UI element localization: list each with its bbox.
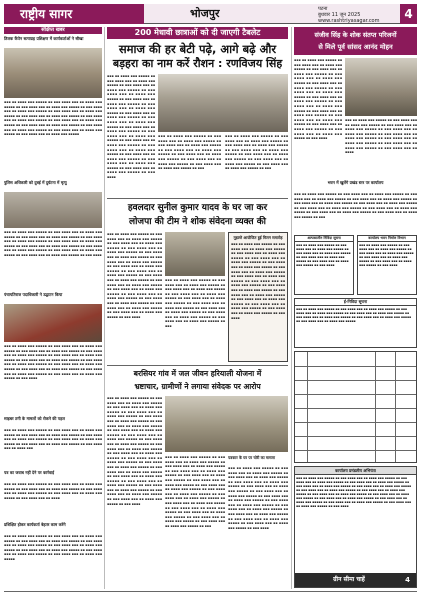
- paper-name: राष्ट्रीय सागर: [20, 7, 73, 21]
- ad-footer-text: ग्रीन सीमा चाहें: [333, 576, 365, 583]
- main-photo: [158, 74, 288, 132]
- table-colrule: [375, 352, 376, 463]
- page-number: 4: [400, 4, 417, 24]
- story3-headline-line2: भ्रष्टाचार, ग्रामीणों ने लगाया संवेदक पर आरोप: [134, 382, 261, 391]
- notice3-title: ई-निविदा सूचना: [295, 299, 416, 306]
- left-story6-headline: प्रशिक्षित होकर कार्यकर्ता बेहतर काम करेंगे: [4, 522, 66, 527]
- tender-table-box: [294, 351, 417, 463]
- story2-photo: [165, 232, 225, 276]
- left-story5-body: ▪▪▪ ▪▪ ▪▪▪▪ ▪▪▪ ▪▪▪▪▪ ▪▪ ▪▪▪ ▪▪▪▪ ▪▪▪ ▪▪ ▪▪▪▪ ▪▪▪ ▪▪▪▪▪ ▪▪ ▪▪▪ ▪▪▪▪ ▪▪▪ ▪▪ ▪▪▪▪ ▪▪▪ ▪▪▪▪▪ ▪▪ ▪▪▪ ▪▪▪▪ ▪▪▪ ▪▪ ▪▪▪▪ ▪▪▪ ▪▪▪▪▪ ▪▪ ▪▪▪ ▪▪▪▪ ▪▪▪ ▪▪ ▪▪▪▪ ▪▪▪ ▪▪▪▪▪ ▪▪ ▪▪▪ ▪▪▪▪ ▪▪▪ ▪▪ ▪▪▪▪: [4, 482, 102, 500]
- notice-box-2: [357, 235, 417, 295]
- notice3-body: ▪▪▪ ▪▪ ▪▪▪▪ ▪▪▪ ▪▪▪▪▪ ▪▪ ▪▪▪ ▪▪▪▪ ▪▪▪ ▪▪ ▪▪▪▪ ▪▪▪ ▪▪▪▪▪ ▪▪ ▪▪▪ ▪▪▪▪ ▪▪▪ ▪▪ ▪▪▪▪ ▪▪▪ ▪▪▪▪▪ ▪▪ ▪▪▪ ▪▪▪▪ ▪▪▪ ▪▪ ▪▪▪▪ ▪▪▪ ▪▪▪▪▪ ▪▪ ▪▪▪ ▪▪▪▪ ▪▪▪ ▪▪ ▪▪▪▪ ▪▪▪ ▪▪▪▪▪ ▪▪ ▪▪▪ ▪▪▪▪ ▪▪▪ ▪▪ ▪▪▪▪ ▪▪▪ ▪▪▪▪▪ ▪▪ ▪▪▪ ▪▪▪▪ ▪▪▪ ▪▪ ▪▪▪▪ ▪▪▪ ▪▪▪▪▪: [296, 307, 412, 323]
- notice2-title: कार्यालय भवन निर्माण विभाग: [358, 236, 416, 242]
- left-photo-1: [4, 48, 102, 98]
- main-headline-line2: बड़हरा का नाम करें रौशन : रणविजय सिंह: [112, 57, 283, 70]
- bottom-rule: [4, 591, 417, 592]
- bottom-ad: [294, 466, 417, 588]
- date-city: पटना: [318, 6, 328, 12]
- left-story2-body: ▪▪▪ ▪▪ ▪▪▪▪ ▪▪▪ ▪▪▪▪▪ ▪▪ ▪▪▪ ▪▪▪▪ ▪▪▪ ▪▪ ▪▪▪▪ ▪▪▪ ▪▪▪▪▪ ▪▪ ▪▪▪ ▪▪▪▪ ▪▪▪ ▪▪ ▪▪▪▪ ▪▪▪ ▪▪▪▪▪ ▪▪ ▪▪▪ ▪▪▪▪ ▪▪▪ ▪▪ ▪▪▪▪ ▪▪▪ ▪▪▪▪▪ ▪▪ ▪▪▪ ▪▪▪▪ ▪▪▪ ▪▪ ▪▪▪▪ ▪▪▪ ▪▪▪▪▪ ▪▪ ▪▪▪ ▪▪▪▪ ▪▪▪ ▪▪ ▪▪▪▪ ▪▪▪ ▪▪▪▪▪ ▪▪ ▪▪▪ ▪▪▪▪ ▪▪▪ ▪▪ ▪▪▪▪ ▪▪▪ ▪▪▪▪▪ ▪▪ ▪▪▪ ▪▪▪▪ ▪▪▪ ▪▪ ▪▪▪▪ ▪▪▪ ▪▪▪▪▪ ▪▪ ▪▪▪ ▪▪▪▪ ▪▪▪ ▪▪ ▪▪▪▪ ▪▪▪ ▪▪▪▪▪ ▪▪ ▪▪▪ ▪▪▪▪: [4, 230, 102, 257]
- table-colrule: [395, 352, 396, 463]
- center-side-box: [228, 232, 288, 362]
- right-headline-line1: संजीव सिंह के शोक संतप्त परिजनों: [314, 31, 397, 39]
- left-story1-body: ▪▪▪ ▪▪ ▪▪▪▪ ▪▪▪ ▪▪▪▪▪ ▪▪ ▪▪▪ ▪▪▪▪ ▪▪▪ ▪▪ ▪▪▪▪ ▪▪▪ ▪▪▪▪▪ ▪▪ ▪▪▪ ▪▪▪▪ ▪▪▪ ▪▪ ▪▪▪▪ ▪▪▪ ▪▪▪▪▪ ▪▪ ▪▪▪ ▪▪▪▪ ▪▪▪ ▪▪ ▪▪▪▪ ▪▪▪ ▪▪▪▪▪ ▪▪ ▪▪▪ ▪▪▪▪ ▪▪▪ ▪▪ ▪▪▪▪ ▪▪▪ ▪▪▪▪▪ ▪▪ ▪▪▪ ▪▪▪▪ ▪▪▪ ▪▪ ▪▪▪▪ ▪▪▪ ▪▪▪▪▪ ▪▪ ▪▪▪ ▪▪▪▪ ▪▪▪ ▪▪ ▪▪▪▪ ▪▪▪ ▪▪▪▪▪ ▪▪ ▪▪▪ ▪▪▪▪ ▪▪▪ ▪▪ ▪▪▪▪ ▪▪▪ ▪▪▪▪▪ ▪▪ ▪▪▪ ▪▪▪▪ ▪▪▪ ▪▪ ▪▪▪▪ ▪▪▪ ▪▪▪▪▪ ▪▪ ▪▪▪ ▪▪▪▪ ▪▪▪ ▪▪ ▪▪▪▪ ▪▪▪ ▪▪▪▪▪ ▪▪ ▪▪▪ ▪▪▪▪ ▪▪▪ ▪▪ ▪▪▪▪ ▪▪▪ ▪▪▪▪▪ ▪▪ ▪▪▪ ▪▪▪▪ ▪▪▪ ▪▪ ▪▪▪▪ ▪▪▪ ▪▪▪▪▪: [4, 100, 102, 137]
- top-banner: 200 मेधावी छात्राओं को दी जाएगी टैबलेट: [107, 27, 288, 39]
- date-line: [318, 6, 380, 24]
- center-rule-1: [107, 198, 288, 199]
- site-url: www.rashtriyasagar.com: [318, 18, 380, 24]
- table-rule: [295, 380, 417, 381]
- right-story-body-col1: ▪▪▪ ▪▪ ▪▪▪▪ ▪▪▪ ▪▪▪▪▪ ▪▪ ▪▪▪ ▪▪▪▪ ▪▪▪ ▪▪ ▪▪▪▪ ▪▪▪ ▪▪▪▪▪ ▪▪ ▪▪▪ ▪▪▪▪ ▪▪▪ ▪▪ ▪▪▪▪ ▪▪▪ ▪▪▪▪▪ ▪▪ ▪▪▪ ▪▪▪▪ ▪▪▪ ▪▪ ▪▪▪▪ ▪▪▪ ▪▪▪▪▪ ▪▪ ▪▪▪ ▪▪▪▪ ▪▪▪ ▪▪ ▪▪▪▪ ▪▪▪ ▪▪▪▪▪ ▪▪ ▪▪▪ ▪▪▪▪ ▪▪▪ ▪▪ ▪▪▪▪ ▪▪▪ ▪▪▪▪▪ ▪▪ ▪▪▪ ▪▪▪▪ ▪▪▪ ▪▪ ▪▪▪▪ ▪▪▪ ▪▪▪▪▪ ▪▪ ▪▪▪ ▪▪▪▪ ▪▪▪ ▪▪ ▪▪▪▪ ▪▪▪ ▪▪▪▪▪ ▪▪ ▪▪▪ ▪▪▪▪ ▪▪▪ ▪▪ ▪▪▪▪ ▪▪▪ ▪▪▪▪▪ ▪▪ ▪▪▪ ▪▪▪▪ ▪▪▪ ▪▪ ▪▪▪▪ ▪▪▪ ▪▪▪▪▪ ▪▪ ▪▪▪ ▪▪▪▪ ▪▪▪ ▪▪ ▪▪▪▪ ▪▪▪ ▪▪▪▪▪ ▪▪ ▪▪▪ ▪▪▪▪ ▪▪▪ ▪▪ ▪▪▪▪ ▪▪▪ ▪▪▪▪▪ ▪▪ ▪▪▪ ▪▪▪▪: [294, 58, 342, 141]
- center-rule-2: [107, 365, 288, 366]
- left-photo-2: [4, 192, 102, 228]
- box-headline: मुहल्ले आयोजित हुई मिलन समारोह: [233, 235, 283, 240]
- left-story2-headline: पुलिस अधिकारी को दुबई में दुर्घटना में मृत्यु: [4, 180, 67, 185]
- right-headline-line2: से मिले पूर्व सांसद आनंद मोहन: [318, 43, 393, 51]
- left-story3-body: ▪▪▪ ▪▪ ▪▪▪▪ ▪▪▪ ▪▪▪▪▪ ▪▪ ▪▪▪ ▪▪▪▪ ▪▪▪ ▪▪ ▪▪▪▪ ▪▪▪ ▪▪▪▪▪ ▪▪ ▪▪▪ ▪▪▪▪ ▪▪▪ ▪▪ ▪▪▪▪ ▪▪▪ ▪▪▪▪▪ ▪▪ ▪▪▪ ▪▪▪▪ ▪▪▪ ▪▪ ▪▪▪▪ ▪▪▪ ▪▪▪▪▪ ▪▪ ▪▪▪ ▪▪▪▪ ▪▪▪ ▪▪ ▪▪▪▪ ▪▪▪ ▪▪▪▪▪ ▪▪ ▪▪▪ ▪▪▪▪ ▪▪▪ ▪▪ ▪▪▪▪ ▪▪▪ ▪▪▪▪▪ ▪▪ ▪▪▪ ▪▪▪▪ ▪▪▪ ▪▪ ▪▪▪▪ ▪▪▪ ▪▪▪▪▪ ▪▪ ▪▪▪ ▪▪▪▪ ▪▪▪ ▪▪ ▪▪▪▪ ▪▪▪ ▪▪▪▪▪ ▪▪ ▪▪▪ ▪▪▪▪ ▪▪▪ ▪▪ ▪▪▪▪ ▪▪▪ ▪▪▪▪▪ ▪▪ ▪▪▪ ▪▪▪▪ ▪▪▪ ▪▪ ▪▪▪▪ ▪▪▪ ▪▪▪▪▪ ▪▪ ▪▪▪ ▪▪▪▪ ▪▪▪ ▪▪ ▪▪▪▪ ▪▪▪ ▪▪▪▪▪ ▪▪ ▪▪▪ ▪▪▪▪: [4, 344, 102, 381]
- ad-footer-page: 4: [405, 576, 410, 584]
- table-rule: [295, 436, 417, 437]
- table-rule: [295, 450, 417, 451]
- right-photo: [345, 58, 417, 116]
- left-story4-body: ▪▪▪ ▪▪ ▪▪▪▪ ▪▪▪ ▪▪▪▪▪ ▪▪ ▪▪▪ ▪▪▪▪ ▪▪▪ ▪▪ ▪▪▪▪ ▪▪▪ ▪▪▪▪▪ ▪▪ ▪▪▪ ▪▪▪▪ ▪▪▪ ▪▪ ▪▪▪▪ ▪▪▪ ▪▪▪▪▪ ▪▪ ▪▪▪ ▪▪▪▪ ▪▪▪ ▪▪ ▪▪▪▪ ▪▪▪ ▪▪▪▪▪ ▪▪ ▪▪▪ ▪▪▪▪ ▪▪▪ ▪▪ ▪▪▪▪ ▪▪▪ ▪▪▪▪▪ ▪▪ ▪▪▪ ▪▪▪▪ ▪▪▪ ▪▪ ▪▪▪▪ ▪▪▪ ▪▪▪▪▪ ▪▪ ▪▪▪ ▪▪▪▪ ▪▪▪ ▪▪ ▪▪▪▪ ▪▪▪: [4, 428, 102, 451]
- main-headline-line1: समाज की हर बेटी पढ़े, आगे बढ़े और: [118, 42, 277, 56]
- left-story5-headline: पत्र का जवाब नहीं देने पर कार्रवाई: [4, 470, 55, 475]
- edition-name: भोजपुर: [190, 7, 220, 20]
- story3-body-col3: ▪▪▪ ▪▪ ▪▪▪▪ ▪▪▪ ▪▪▪▪▪ ▪▪ ▪▪▪ ▪▪▪▪ ▪▪▪ ▪▪ ▪▪▪▪ ▪▪▪ ▪▪▪▪▪ ▪▪ ▪▪▪ ▪▪▪▪ ▪▪▪ ▪▪ ▪▪▪▪ ▪▪▪ ▪▪▪▪▪ ▪▪ ▪▪▪ ▪▪▪▪ ▪▪▪ ▪▪ ▪▪▪▪ ▪▪▪ ▪▪▪▪▪ ▪▪ ▪▪▪ ▪▪▪▪ ▪▪▪ ▪▪ ▪▪▪▪ ▪▪▪ ▪▪▪▪▪ ▪▪ ▪▪▪ ▪▪▪▪ ▪▪▪ ▪▪ ▪▪▪▪ ▪▪▪ ▪▪▪▪▪ ▪▪ ▪▪▪ ▪▪▪▪ ▪▪▪ ▪▪ ▪▪▪▪ ▪▪▪ ▪▪▪▪▪ ▪▪ ▪▪▪ ▪▪▪▪ ▪▪▪ ▪▪ ▪▪▪▪ ▪▪▪ ▪▪▪▪▪ ▪▪ ▪▪▪ ▪▪▪▪ ▪▪▪ ▪▪ ▪▪▪▪ ▪▪▪ ▪▪▪▪▪ ▪▪ ▪▪▪ ▪▪▪▪ ▪▪▪ ▪▪ ▪▪▪▪ ▪▪▪ ▪▪▪▪▪ ▪▪ ▪▪▪ ▪▪▪▪ ▪▪▪ ▪▪ ▪▪▪▪ ▪▪▪ ▪▪▪▪▪ ▪▪ ▪▪▪ ▪▪▪▪ ▪▪▪ ▪▪ ▪▪▪▪ ▪▪▪ ▪▪▪▪▪ ▪▪ ▪▪▪ ▪▪▪▪: [228, 466, 288, 530]
- section-label: संक्षिप्त खबर: [4, 27, 102, 34]
- column-divider-right: [291, 27, 292, 589]
- notice-box-1: [294, 235, 354, 295]
- notice2-body: ▪▪▪ ▪▪ ▪▪▪▪ ▪▪▪ ▪▪▪▪▪ ▪▪ ▪▪▪ ▪▪▪▪ ▪▪▪ ▪▪ ▪▪▪▪ ▪▪▪ ▪▪▪▪▪ ▪▪ ▪▪▪ ▪▪▪▪ ▪▪▪ ▪▪ ▪▪▪▪ ▪▪▪ ▪▪▪▪▪ ▪▪ ▪▪▪ ▪▪▪▪ ▪▪▪ ▪▪ ▪▪▪▪ ▪▪▪ ▪▪▪▪▪ ▪▪ ▪▪▪ ▪▪▪▪ ▪▪▪ ▪▪ ▪▪▪▪ ▪▪▪ ▪▪▪▪▪ ▪▪ ▪▪▪ ▪▪▪▪: [359, 243, 414, 267]
- story2-headline-line2: लोजपा की टीम ने शोक संवेदना व्यक्त की: [128, 217, 267, 227]
- main-story-body-col3: ▪▪▪ ▪▪ ▪▪▪▪ ▪▪▪ ▪▪▪▪▪ ▪▪ ▪▪▪ ▪▪▪▪ ▪▪▪ ▪▪ ▪▪▪▪ ▪▪▪ ▪▪▪▪▪ ▪▪ ▪▪▪ ▪▪▪▪ ▪▪▪ ▪▪ ▪▪▪▪ ▪▪▪ ▪▪▪▪▪ ▪▪ ▪▪▪ ▪▪▪▪ ▪▪▪ ▪▪ ▪▪▪▪ ▪▪▪ ▪▪▪▪▪ ▪▪ ▪▪▪ ▪▪▪▪ ▪▪▪ ▪▪ ▪▪▪▪ ▪▪▪ ▪▪▪▪▪ ▪▪ ▪▪▪ ▪▪▪▪ ▪▪▪ ▪▪ ▪▪▪▪ ▪▪▪ ▪▪▪▪▪ ▪▪ ▪▪▪ ▪▪▪▪ ▪▪▪ ▪▪ ▪▪▪▪ ▪▪▪ ▪▪▪▪▪ ▪▪ ▪▪▪: [225, 134, 288, 171]
- left-story4-headline: साइबर ठगी के मामलों को रोकने की पहल: [4, 416, 65, 421]
- right-story2-headline: भवन में खुलेंगे प्रखंड स्तर पर कार्यालय: [327, 180, 384, 185]
- story3-photo: [165, 396, 288, 452]
- main-story-body-col2: ▪▪▪ ▪▪ ▪▪▪▪ ▪▪▪ ▪▪▪▪▪ ▪▪ ▪▪▪ ▪▪▪▪ ▪▪▪ ▪▪ ▪▪▪▪ ▪▪▪ ▪▪▪▪▪ ▪▪ ▪▪▪ ▪▪▪▪ ▪▪▪ ▪▪ ▪▪▪▪ ▪▪▪ ▪▪▪▪▪ ▪▪ ▪▪▪ ▪▪▪▪ ▪▪▪ ▪▪ ▪▪▪▪ ▪▪▪ ▪▪▪▪▪ ▪▪ ▪▪▪ ▪▪▪▪ ▪▪▪ ▪▪ ▪▪▪▪ ▪▪▪ ▪▪▪▪▪ ▪▪ ▪▪▪ ▪▪▪▪ ▪▪▪ ▪▪ ▪▪▪▪ ▪▪▪ ▪▪▪▪▪ ▪▪ ▪▪▪ ▪▪▪▪ ▪▪▪ ▪▪ ▪▪▪▪ ▪▪▪ ▪▪▪▪▪ ▪▪ ▪▪▪: [158, 134, 221, 171]
- column-divider-left: [104, 27, 105, 589]
- notice-box-3: [294, 298, 417, 348]
- story3-headline-line1: बरसियर गांव में जल जीवन हरियाली योजना में: [133, 369, 262, 378]
- left-story3-headline: पंचायतिराज पदाधिकारी ने उद्घाटन किया: [4, 292, 63, 297]
- story3-body-col1: ▪▪▪ ▪▪ ▪▪▪▪ ▪▪▪ ▪▪▪▪▪ ▪▪ ▪▪▪ ▪▪▪▪ ▪▪▪ ▪▪ ▪▪▪▪ ▪▪▪ ▪▪▪▪▪ ▪▪ ▪▪▪ ▪▪▪▪ ▪▪▪ ▪▪ ▪▪▪▪ ▪▪▪ ▪▪▪▪▪ ▪▪ ▪▪▪ ▪▪▪▪ ▪▪▪ ▪▪ ▪▪▪▪ ▪▪▪ ▪▪▪▪▪ ▪▪ ▪▪▪ ▪▪▪▪ ▪▪▪ ▪▪ ▪▪▪▪ ▪▪▪ ▪▪▪▪▪ ▪▪ ▪▪▪ ▪▪▪▪ ▪▪▪ ▪▪ ▪▪▪▪ ▪▪▪ ▪▪▪▪▪ ▪▪ ▪▪▪ ▪▪▪▪ ▪▪▪ ▪▪ ▪▪▪▪ ▪▪▪ ▪▪▪▪▪ ▪▪ ▪▪▪ ▪▪▪▪ ▪▪▪ ▪▪ ▪▪▪▪ ▪▪▪ ▪▪▪▪▪ ▪▪ ▪▪▪ ▪▪▪▪ ▪▪▪ ▪▪ ▪▪▪▪ ▪▪▪ ▪▪▪▪▪ ▪▪ ▪▪▪ ▪▪▪▪ ▪▪▪ ▪▪ ▪▪▪▪ ▪▪▪ ▪▪▪▪▪ ▪▪ ▪▪▪ ▪▪▪▪ ▪▪▪ ▪▪ ▪▪▪▪ ▪▪▪ ▪▪▪▪▪ ▪▪ ▪▪▪ ▪▪▪▪ ▪▪▪ ▪▪ ▪▪▪▪ ▪▪▪ ▪▪▪▪▪ ▪▪ ▪▪▪ ▪▪▪▪ ▪▪▪ ▪▪ ▪▪▪▪ ▪▪▪ ▪▪▪▪▪ ▪▪ ▪▪▪ ▪▪▪▪ ▪▪▪ ▪▪ ▪▪▪▪ ▪▪▪ ▪▪▪▪▪ ▪▪ ▪▪▪ ▪▪▪▪ ▪▪▪ ▪▪ ▪▪▪▪ ▪▪▪ ▪▪▪▪▪ ▪▪ ▪▪▪ ▪▪▪▪ ▪▪▪ ▪▪ ▪▪▪▪ ▪▪▪ ▪▪▪▪▪ ▪▪ ▪▪▪ ▪▪▪▪ ▪▪▪ ▪▪ ▪▪▪▪ ▪▪▪ ▪▪▪▪▪ ▪▪ ▪▪▪ ▪▪▪▪ ▪▪▪ ▪▪ ▪▪▪▪ ▪▪▪ ▪▪▪▪▪ ▪▪ ▪▪▪ ▪▪▪▪ ▪▪▪ ▪▪ ▪▪▪▪ ▪▪▪ ▪▪▪▪▪ ▪▪ ▪▪▪ ▪▪▪▪: [107, 396, 162, 506]
- table-rule: [295, 422, 417, 423]
- table-rule: [295, 394, 417, 395]
- story2-body-col1: ▪▪▪ ▪▪ ▪▪▪▪ ▪▪▪ ▪▪▪▪▪ ▪▪ ▪▪▪ ▪▪▪▪ ▪▪▪ ▪▪ ▪▪▪▪ ▪▪▪ ▪▪▪▪▪ ▪▪ ▪▪▪ ▪▪▪▪ ▪▪▪ ▪▪ ▪▪▪▪ ▪▪▪ ▪▪▪▪▪ ▪▪ ▪▪▪ ▪▪▪▪ ▪▪▪ ▪▪ ▪▪▪▪ ▪▪▪ ▪▪▪▪▪ ▪▪ ▪▪▪ ▪▪▪▪ ▪▪▪ ▪▪ ▪▪▪▪ ▪▪▪ ▪▪▪▪▪ ▪▪ ▪▪▪ ▪▪▪▪ ▪▪▪ ▪▪ ▪▪▪▪ ▪▪▪ ▪▪▪▪▪ ▪▪ ▪▪▪ ▪▪▪▪ ▪▪▪ ▪▪ ▪▪▪▪ ▪▪▪ ▪▪▪▪▪ ▪▪ ▪▪▪ ▪▪▪▪ ▪▪▪ ▪▪ ▪▪▪▪ ▪▪▪ ▪▪▪▪▪ ▪▪ ▪▪▪ ▪▪▪▪ ▪▪▪ ▪▪ ▪▪▪▪ ▪▪▪ ▪▪▪▪▪ ▪▪ ▪▪▪ ▪▪▪▪ ▪▪▪ ▪▪ ▪▪▪▪ ▪▪▪ ▪▪▪▪▪ ▪▪ ▪▪▪ ▪▪▪▪ ▪▪▪ ▪▪ ▪▪▪▪ ▪▪▪ ▪▪▪▪▪ ▪▪ ▪▪▪ ▪▪▪▪ ▪▪▪ ▪▪ ▪▪▪▪ ▪▪▪ ▪▪▪▪▪ ▪▪ ▪▪▪ ▪▪▪▪ ▪▪▪ ▪▪ ▪▪▪▪ ▪▪▪ ▪▪▪▪▪ ▪▪ ▪▪▪ ▪▪▪▪ ▪▪▪ ▪▪ ▪▪▪▪ ▪▪▪ ▪▪▪▪▪ ▪▪ ▪▪▪ ▪▪▪▪ ▪▪▪ ▪▪ ▪▪▪▪ ▪▪▪ ▪▪▪▪▪ ▪▪ ▪▪▪ ▪▪▪▪: [107, 232, 162, 319]
- table-rule: [295, 408, 417, 409]
- story3-body-col2: ▪▪▪ ▪▪ ▪▪▪▪ ▪▪▪ ▪▪▪▪▪ ▪▪ ▪▪▪ ▪▪▪▪ ▪▪▪ ▪▪ ▪▪▪▪ ▪▪▪ ▪▪▪▪▪ ▪▪ ▪▪▪ ▪▪▪▪ ▪▪▪ ▪▪ ▪▪▪▪ ▪▪▪ ▪▪▪▪▪ ▪▪ ▪▪▪ ▪▪▪▪ ▪▪▪ ▪▪ ▪▪▪▪ ▪▪▪ ▪▪▪▪▪ ▪▪ ▪▪▪ ▪▪▪▪ ▪▪▪ ▪▪ ▪▪▪▪ ▪▪▪ ▪▪▪▪▪ ▪▪ ▪▪▪ ▪▪▪▪ ▪▪▪ ▪▪ ▪▪▪▪ ▪▪▪ ▪▪▪▪▪ ▪▪ ▪▪▪ ▪▪▪▪ ▪▪▪ ▪▪ ▪▪▪▪ ▪▪▪ ▪▪▪▪▪ ▪▪ ▪▪▪ ▪▪▪▪ ▪▪▪ ▪▪ ▪▪▪▪ ▪▪▪ ▪▪▪▪▪ ▪▪ ▪▪▪ ▪▪▪▪ ▪▪▪ ▪▪ ▪▪▪▪ ▪▪▪ ▪▪▪▪▪ ▪▪ ▪▪▪ ▪▪▪▪ ▪▪▪ ▪▪ ▪▪▪▪ ▪▪▪ ▪▪▪▪▪ ▪▪ ▪▪▪ ▪▪▪▪ ▪▪▪ ▪▪ ▪▪▪▪ ▪▪▪ ▪▪▪▪▪ ▪▪ ▪▪▪ ▪▪▪▪ ▪▪▪ ▪▪ ▪▪▪▪ ▪▪▪ ▪▪▪▪▪ ▪▪ ▪▪▪ ▪▪▪▪ ▪▪▪ ▪▪ ▪▪▪▪ ▪▪▪ ▪▪▪▪▪ ▪▪ ▪▪▪ ▪▪▪▪ ▪▪▪ ▪▪ ▪▪▪▪ ▪▪▪ ▪▪▪▪▪ ▪▪ ▪▪▪: [165, 455, 225, 528]
- notice1-body: ▪▪▪ ▪▪ ▪▪▪▪ ▪▪▪ ▪▪▪▪▪ ▪▪ ▪▪▪ ▪▪▪▪ ▪▪▪ ▪▪ ▪▪▪▪ ▪▪▪ ▪▪▪▪▪ ▪▪ ▪▪▪ ▪▪▪▪ ▪▪▪ ▪▪ ▪▪▪▪ ▪▪▪ ▪▪▪▪▪ ▪▪ ▪▪▪ ▪▪▪▪ ▪▪▪ ▪▪ ▪▪▪▪ ▪▪▪ ▪▪▪▪▪ ▪▪ ▪▪▪ ▪▪▪▪ ▪▪▪ ▪▪ ▪▪▪▪ ▪▪▪ ▪▪▪▪▪ ▪▪ ▪▪▪ ▪▪▪▪: [296, 243, 351, 267]
- box2-headline: पत्रकार के घर पर चोरी का मामला: [228, 455, 275, 460]
- table-rule: [295, 366, 417, 367]
- table-colrule: [307, 352, 308, 463]
- story2-body-col2: ▪▪▪ ▪▪ ▪▪▪▪ ▪▪▪ ▪▪▪▪▪ ▪▪ ▪▪▪ ▪▪▪▪ ▪▪▪ ▪▪ ▪▪▪▪ ▪▪▪ ▪▪▪▪▪ ▪▪ ▪▪▪ ▪▪▪▪ ▪▪▪ ▪▪ ▪▪▪▪ ▪▪▪ ▪▪▪▪▪ ▪▪ ▪▪▪ ▪▪▪▪ ▪▪▪ ▪▪ ▪▪▪▪ ▪▪▪ ▪▪▪▪▪ ▪▪ ▪▪▪ ▪▪▪▪ ▪▪▪ ▪▪ ▪▪▪▪ ▪▪▪ ▪▪▪▪▪ ▪▪ ▪▪▪ ▪▪▪▪ ▪▪▪ ▪▪ ▪▪▪▪ ▪▪▪ ▪▪▪▪▪ ▪▪ ▪▪▪ ▪▪▪▪ ▪▪▪ ▪▪ ▪▪▪▪ ▪▪▪ ▪▪▪▪▪ ▪▪ ▪▪▪ ▪▪▪▪ ▪▪▪ ▪▪ ▪▪▪▪ ▪▪▪ ▪▪▪▪▪ ▪▪ ▪▪▪ ▪▪▪▪ ▪▪▪ ▪▪ ▪▪▪▪ ▪▪▪ ▪▪▪▪▪ ▪▪ ▪▪▪: [165, 278, 225, 328]
- story2-headline-line1: हवलदार सुनील कुमार यादव के घर जा कर: [127, 203, 268, 213]
- left-story6-body: ▪▪▪ ▪▪ ▪▪▪▪ ▪▪▪ ▪▪▪▪▪ ▪▪ ▪▪▪ ▪▪▪▪ ▪▪▪ ▪▪ ▪▪▪▪ ▪▪▪ ▪▪▪▪▪ ▪▪ ▪▪▪ ▪▪▪▪ ▪▪▪ ▪▪ ▪▪▪▪ ▪▪▪ ▪▪▪▪▪ ▪▪ ▪▪▪ ▪▪▪▪ ▪▪▪ ▪▪ ▪▪▪▪ ▪▪▪ ▪▪▪▪▪ ▪▪ ▪▪▪ ▪▪▪▪ ▪▪▪ ▪▪ ▪▪▪▪ ▪▪▪ ▪▪▪▪▪ ▪▪ ▪▪▪ ▪▪▪▪ ▪▪▪ ▪▪ ▪▪▪▪ ▪▪▪ ▪▪▪▪▪ ▪▪ ▪▪▪ ▪▪▪▪ ▪▪▪ ▪▪ ▪▪▪▪ ▪▪▪ ▪▪▪▪▪ ▪▪ ▪▪▪ ▪▪▪▪ ▪▪▪ ▪▪ ▪▪▪▪ ▪▪▪ ▪▪▪▪▪: [4, 534, 102, 561]
- right-story2-body: ▪▪▪ ▪▪ ▪▪▪▪ ▪▪▪ ▪▪▪▪▪ ▪▪ ▪▪▪ ▪▪▪▪ ▪▪▪ ▪▪ ▪▪▪▪ ▪▪▪ ▪▪▪▪▪ ▪▪ ▪▪▪ ▪▪▪▪ ▪▪▪ ▪▪ ▪▪▪▪ ▪▪▪ ▪▪▪▪▪ ▪▪ ▪▪▪ ▪▪▪▪ ▪▪▪ ▪▪ ▪▪▪▪ ▪▪▪ ▪▪▪▪▪ ▪▪ ▪▪▪ ▪▪▪▪ ▪▪▪ ▪▪ ▪▪▪▪ ▪▪▪ ▪▪▪▪▪ ▪▪ ▪▪▪ ▪▪▪▪ ▪▪▪ ▪▪ ▪▪▪▪ ▪▪▪ ▪▪▪▪▪ ▪▪ ▪▪▪ ▪▪▪▪ ▪▪▪ ▪▪ ▪▪▪▪ ▪▪▪ ▪▪▪▪▪ ▪▪ ▪▪▪ ▪▪▪▪ ▪▪▪ ▪▪ ▪▪▪▪ ▪▪▪ ▪▪▪▪▪ ▪▪ ▪▪▪ ▪▪▪▪ ▪▪▪ ▪▪ ▪▪▪▪ ▪▪▪ ▪▪▪▪▪ ▪▪ ▪▪▪ ▪▪▪▪ ▪▪▪ ▪▪ ▪▪▪▪ ▪▪▪ ▪▪▪▪▪ ▪▪ ▪▪▪: [294, 192, 417, 219]
- right-story-body-col2: ▪▪▪ ▪▪ ▪▪▪▪ ▪▪▪ ▪▪▪▪▪ ▪▪ ▪▪▪ ▪▪▪▪ ▪▪▪ ▪▪ ▪▪▪▪ ▪▪▪ ▪▪▪▪▪ ▪▪ ▪▪▪ ▪▪▪▪ ▪▪▪ ▪▪ ▪▪▪▪ ▪▪▪ ▪▪▪▪▪ ▪▪ ▪▪▪ ▪▪▪▪ ▪▪▪ ▪▪ ▪▪▪▪ ▪▪▪ ▪▪▪▪▪ ▪▪ ▪▪▪ ▪▪▪▪ ▪▪▪ ▪▪ ▪▪▪▪ ▪▪▪ ▪▪▪▪▪ ▪▪ ▪▪▪ ▪▪▪▪ ▪▪▪ ▪▪ ▪▪▪▪ ▪▪▪ ▪▪▪▪▪ ▪▪ ▪▪▪ ▪▪▪▪ ▪▪▪ ▪▪ ▪▪▪▪ ▪▪▪ ▪▪▪▪▪ ▪▪ ▪▪▪ ▪▪▪▪ ▪▪▪ ▪▪ ▪▪▪▪: [345, 118, 417, 155]
- ad-title: कार्यालय प्रमंडलीय अभियंता: [295, 467, 416, 475]
- date-value: बुधवार 11 जून 2025: [318, 12, 361, 18]
- main-story-body-col1: ▪▪▪ ▪▪ ▪▪▪▪ ▪▪▪ ▪▪▪▪▪ ▪▪ ▪▪▪ ▪▪▪▪ ▪▪▪ ▪▪ ▪▪▪▪ ▪▪▪ ▪▪▪▪▪ ▪▪ ▪▪▪ ▪▪▪▪ ▪▪▪ ▪▪ ▪▪▪▪ ▪▪▪ ▪▪▪▪▪ ▪▪ ▪▪▪ ▪▪▪▪ ▪▪▪ ▪▪ ▪▪▪▪ ▪▪▪ ▪▪▪▪▪ ▪▪ ▪▪▪ ▪▪▪▪ ▪▪▪ ▪▪ ▪▪▪▪ ▪▪▪ ▪▪▪▪▪ ▪▪ ▪▪▪ ▪▪▪▪ ▪▪▪ ▪▪ ▪▪▪▪ ▪▪▪ ▪▪▪▪▪ ▪▪ ▪▪▪ ▪▪▪▪ ▪▪▪ ▪▪ ▪▪▪▪ ▪▪▪ ▪▪▪▪▪ ▪▪ ▪▪▪ ▪▪▪▪ ▪▪▪ ▪▪ ▪▪▪▪ ▪▪▪ ▪▪▪▪▪ ▪▪ ▪▪▪ ▪▪▪▪ ▪▪▪ ▪▪ ▪▪▪▪ ▪▪▪ ▪▪▪▪▪ ▪▪ ▪▪▪ ▪▪▪▪ ▪▪▪ ▪▪ ▪▪▪▪ ▪▪▪ ▪▪▪▪▪ ▪▪ ▪▪▪ ▪▪▪▪ ▪▪▪ ▪▪ ▪▪▪▪ ▪▪▪ ▪▪▪▪▪ ▪▪ ▪▪▪ ▪▪▪▪ ▪▪▪ ▪▪ ▪▪▪▪ ▪▪▪ ▪▪▪▪▪ ▪▪ ▪▪▪ ▪▪▪▪ ▪▪▪ ▪▪ ▪▪▪▪ ▪▪▪ ▪▪▪▪▪ ▪▪ ▪▪▪ ▪▪▪▪ ▪▪▪ ▪▪ ▪▪▪▪ ▪▪▪ ▪▪▪▪▪ ▪▪ ▪▪▪ ▪▪▪▪ ▪▪▪ ▪▪ ▪▪▪▪ ▪▪▪ ▪▪▪▪▪ ▪▪ ▪▪▪ ▪▪▪▪: [107, 74, 155, 180]
- ad-body: ▪▪▪ ▪▪ ▪▪▪▪ ▪▪▪ ▪▪▪▪▪ ▪▪ ▪▪▪ ▪▪▪▪ ▪▪▪ ▪▪ ▪▪▪▪ ▪▪▪ ▪▪▪▪▪ ▪▪ ▪▪▪ ▪▪▪▪ ▪▪▪ ▪▪ ▪▪▪▪ ▪▪▪ ▪▪▪▪▪ ▪▪ ▪▪▪ ▪▪▪▪ ▪▪▪ ▪▪ ▪▪▪▪ ▪▪▪ ▪▪▪▪▪ ▪▪ ▪▪▪ ▪▪▪▪ ▪▪▪ ▪▪ ▪▪▪▪ ▪▪▪ ▪▪▪▪▪ ▪▪ ▪▪▪ ▪▪▪▪ ▪▪▪ ▪▪ ▪▪▪▪ ▪▪▪ ▪▪▪▪▪ ▪▪ ▪▪▪ ▪▪▪▪ ▪▪▪ ▪▪ ▪▪▪▪ ▪▪▪ ▪▪▪▪▪ ▪▪ ▪▪▪ ▪▪▪▪ ▪▪▪ ▪▪ ▪▪▪▪ ▪▪▪ ▪▪▪▪▪ ▪▪ ▪▪▪ ▪▪▪▪ ▪▪▪ ▪▪ ▪▪▪▪ ▪▪▪ ▪▪▪▪▪ ▪▪ ▪▪▪ ▪▪▪▪ ▪▪▪ ▪▪ ▪▪▪▪ ▪▪▪ ▪▪▪▪▪ ▪▪ ▪▪▪ ▪▪▪▪ ▪▪▪ ▪▪ ▪▪▪▪ ▪▪▪ ▪▪▪▪▪ ▪▪ ▪▪▪ ▪▪▪▪ ▪▪▪ ▪▪ ▪▪▪▪ ▪▪▪ ▪▪▪▪▪ ▪▪ ▪▪▪ ▪▪▪▪ ▪▪▪ ▪▪ ▪▪▪▪ ▪▪▪ ▪▪▪▪▪ ▪▪ ▪▪▪ ▪▪▪▪ ▪▪▪ ▪▪ ▪▪▪▪ ▪▪▪ ▪▪▪▪▪ ▪▪ ▪▪▪ ▪▪▪▪: [296, 476, 412, 508]
- notice1-title: अल्पकालीन निविदा सूचना: [295, 236, 353, 242]
- left-story1-headline: तिलक कैंपेन सत्याग्रह प्रशिक्षण में कार्यकर्ताओं ने सीखा: [4, 36, 84, 41]
- left-photo-3: [4, 304, 102, 342]
- box-body: ▪▪▪ ▪▪ ▪▪▪▪ ▪▪▪ ▪▪▪▪▪ ▪▪ ▪▪▪ ▪▪▪▪ ▪▪▪ ▪▪ ▪▪▪▪ ▪▪▪ ▪▪▪▪▪ ▪▪ ▪▪▪ ▪▪▪▪ ▪▪▪ ▪▪ ▪▪▪▪ ▪▪▪ ▪▪▪▪▪ ▪▪ ▪▪▪ ▪▪▪▪ ▪▪▪ ▪▪ ▪▪▪▪ ▪▪▪ ▪▪▪▪▪ ▪▪ ▪▪▪ ▪▪▪▪ ▪▪▪ ▪▪ ▪▪▪▪ ▪▪▪ ▪▪▪▪▪ ▪▪ ▪▪▪ ▪▪▪▪ ▪▪▪ ▪▪ ▪▪▪▪ ▪▪▪ ▪▪▪▪▪ ▪▪ ▪▪▪ ▪▪▪▪ ▪▪▪ ▪▪ ▪▪▪▪ ▪▪▪ ▪▪▪▪▪ ▪▪ ▪▪▪ ▪▪▪▪ ▪▪▪ ▪▪ ▪▪▪▪ ▪▪▪ ▪▪▪▪▪ ▪▪ ▪▪▪ ▪▪▪▪ ▪▪▪ ▪▪ ▪▪▪▪ ▪▪▪ ▪▪▪▪▪ ▪▪ ▪▪▪ ▪▪▪▪ ▪▪▪ ▪▪ ▪▪▪▪ ▪▪▪ ▪▪▪▪▪ ▪▪ ▪▪▪ ▪▪▪▪ ▪▪▪ ▪▪ ▪▪▪▪ ▪▪▪ ▪▪▪▪▪ ▪▪ ▪▪▪ ▪▪▪▪ ▪▪▪ ▪▪ ▪▪▪▪ ▪▪▪ ▪▪▪▪▪ ▪▪ ▪▪▪ ▪▪▪▪ ▪▪▪ ▪▪ ▪▪▪▪ ▪▪▪ ▪▪▪▪▪ ▪▪ ▪▪▪ ▪▪▪▪: [231, 242, 285, 320]
